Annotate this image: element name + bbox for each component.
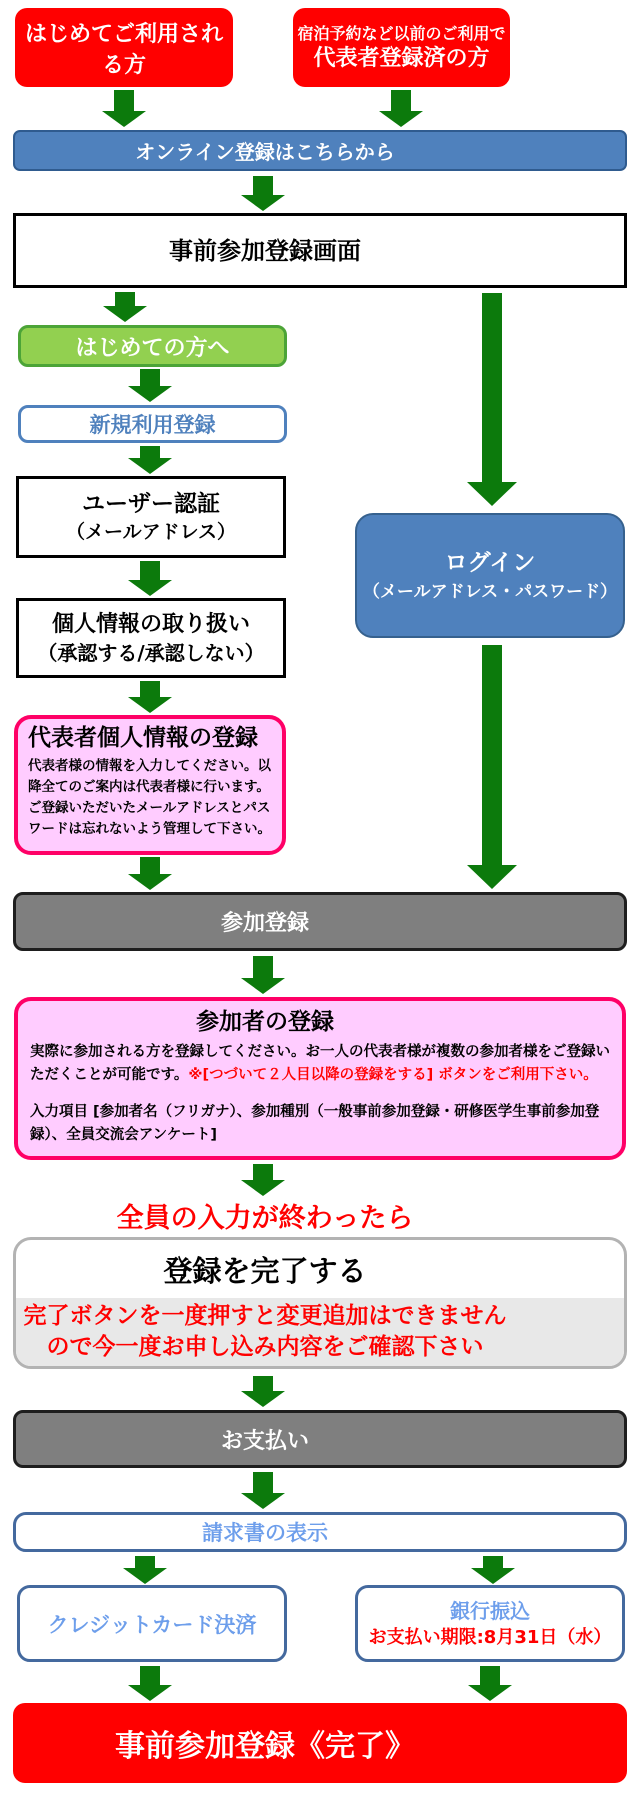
flow-arrow	[102, 90, 146, 127]
user-auth-subtitle: （メールアドレス）	[65, 521, 237, 543]
start-first-time-label: はじめてご利用される方	[24, 21, 223, 78]
start-registered-box	[293, 8, 510, 87]
user-auth-title: ユーザー認証	[82, 491, 220, 517]
participants-fields: 入力項目 [参加者名（フリガナ）、参加種別（一般事前参加登録・研修医学生事前参加登録）、全員交流会アンケート]	[30, 1104, 600, 1143]
new-registration-label: 新規利用登録	[89, 413, 216, 437]
flow-arrow	[128, 561, 172, 596]
flow-arrow	[123, 1556, 167, 1584]
flow-arrow	[241, 1472, 285, 1509]
participants-title: 参加者の登録	[196, 1009, 334, 1035]
done-bar	[13, 1703, 627, 1783]
start-registered-line1: 宿泊予約など以前のご利用で	[297, 23, 506, 43]
privacy-subtitle: （承認する/承認しない）	[37, 641, 265, 665]
participants-body-note: ※[つづいて２人目以降の登録をする] ボタンをご利用下さい。	[188, 1067, 598, 1083]
payment-bar-label: お支払い	[220, 1428, 309, 1454]
flow-arrow	[468, 1666, 512, 1701]
participation-bar-label: 参加登録	[220, 911, 309, 936]
start-registered-line2: 代表者登録済の方	[313, 45, 490, 71]
bank-transfer-box	[355, 1585, 625, 1662]
complete-warning-line1: 完了ボタンを一度押すと変更追加はできません	[23, 1303, 507, 1329]
payment-bar	[13, 1410, 627, 1468]
login-title: ログイン	[444, 549, 536, 576]
first-timers-box	[18, 325, 287, 367]
participants-body-main: 実際に参加される方を登録してください。お一人の代表者様が複数の参加者様をご登録いただくことが可能です。	[30, 1044, 610, 1083]
invoice-label: 請求書の表示	[202, 1521, 328, 1545]
flow-arrow	[241, 176, 285, 211]
privacy-title: 個人情報の取り扱い	[51, 612, 250, 637]
participants-box	[14, 997, 626, 1160]
user-auth-box	[16, 476, 286, 558]
bank-transfer-deadline: お支払い期限:8月31日（水）	[368, 1626, 612, 1648]
complete-warning-line2: ので今一度お申し込み内容をご確認下さい	[46, 1334, 484, 1360]
all-done-note-label: 全員の入力が終わったら	[116, 1202, 414, 1234]
representative-info-title: 代表者個人情報の登録	[28, 725, 258, 751]
participants-body	[18, 1037, 622, 1087]
online-registration-label: オンライン登録はこちらから	[135, 140, 395, 164]
start-first-time-box	[15, 8, 233, 87]
flow-arrow	[467, 645, 517, 889]
all-done-note	[13, 1196, 627, 1234]
done-bar-label: 事前参加登録《完了》	[115, 1729, 415, 1764]
complete-registration-warning	[16, 1298, 624, 1366]
flow-arrow	[128, 857, 172, 890]
online-registration-banner[interactable]	[13, 130, 627, 171]
login-subtitle: （メールアドレス・パスワード）	[362, 581, 618, 602]
flow-arrow	[241, 1164, 285, 1196]
flow-arrow	[103, 292, 147, 322]
flow-arrow	[128, 681, 172, 713]
flow-arrow	[128, 446, 172, 474]
representative-info-box	[14, 715, 286, 855]
flow-arrow	[471, 1556, 515, 1584]
representative-info-body: 代表者様の情報を入力してください。以降全てのご案内は代表者様に行います。ご登録いただいたメールアドレスとパスワードは忘れないよう管理して下さい。	[28, 758, 271, 837]
participation-bar	[13, 892, 627, 951]
pre-registration-screen-box	[13, 213, 627, 288]
privacy-box	[16, 598, 286, 678]
complete-registration-title: 登録を完了する	[163, 1253, 367, 1288]
flow-arrow	[128, 1666, 172, 1701]
flow-arrow	[379, 90, 423, 127]
flow-arrow	[241, 956, 285, 994]
bank-transfer-label: 銀行振込	[450, 1598, 530, 1623]
invoice-box	[13, 1512, 627, 1552]
pre-registration-screen-label: 事前参加登録画面	[169, 236, 361, 265]
new-registration-box	[18, 405, 287, 443]
flow-arrow	[467, 293, 517, 506]
credit-card-box	[17, 1585, 287, 1662]
login-box	[355, 513, 625, 638]
flow-arrow	[241, 1376, 285, 1407]
credit-card-label: クレジットカード決済	[47, 1612, 257, 1637]
complete-registration-box	[13, 1237, 627, 1369]
first-timers-label: はじめての方へ	[75, 335, 230, 361]
flow-arrow	[128, 369, 172, 402]
